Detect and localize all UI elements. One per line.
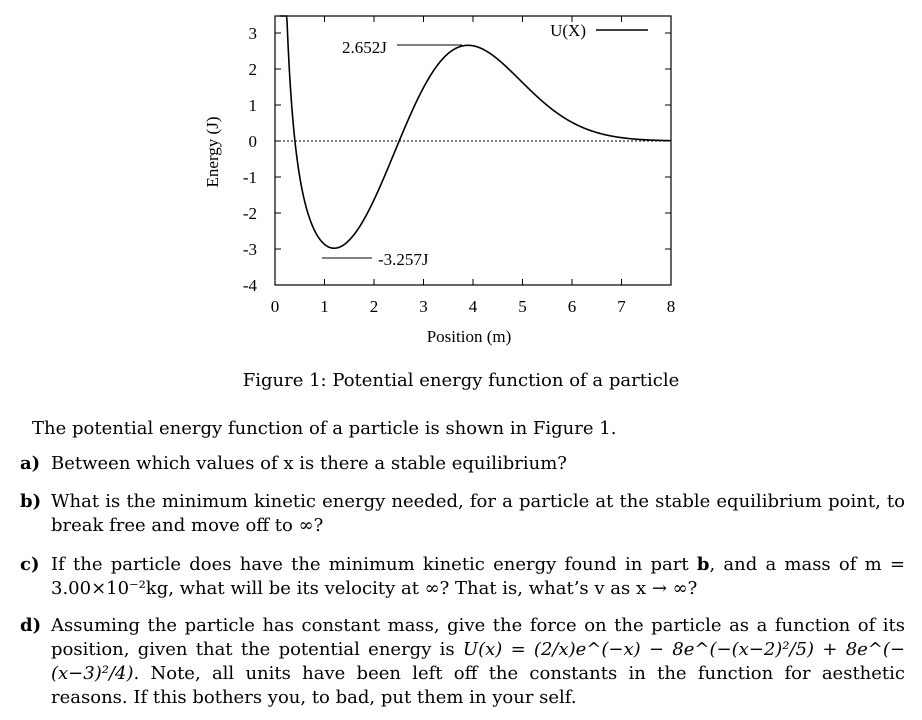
x-tick-label: 4 <box>468 297 478 316</box>
y-tick-label: -4 <box>242 276 257 295</box>
x-tick-label: 2 <box>369 297 379 316</box>
question-text-part: Assuming the particle has constant mass, give the force on the particle as a function of its position, given that the potential energy is <box>51 615 905 660</box>
y-tick-label: -1 <box>242 168 257 187</box>
y-tick-label: 0 <box>248 132 257 151</box>
x-tick-label: 7 <box>617 297 626 316</box>
question-text-bold: b <box>696 554 710 575</box>
question-text-part: . Note, all units have been left off the constants in the function for aesthetic reasons. If this bothers you, to bad, put them in your self. <box>51 663 905 708</box>
question-text-part: , and a mass of m = 3.00×10⁻²kg, what will be its velocity at ∞? That is, what’s v as x → ∞? <box>51 554 905 599</box>
x-axis-label: Position (m) <box>426 327 512 346</box>
legend <box>550 21 648 40</box>
plot-area <box>275 16 671 285</box>
annotations <box>322 38 462 269</box>
y-tick-label: -3 <box>242 240 257 259</box>
question-text <box>51 553 905 601</box>
question-text: What is the minimum kinetic energy needed, for a particle at the stable equilibrium point, to break free and move off to ∞? <box>51 491 905 536</box>
intro-text: The potential energy function of a particle is shown in Figure 1. <box>32 418 617 439</box>
question-c <box>20 553 905 601</box>
y-tick-label: 3 <box>248 24 257 43</box>
x-tick-label: 1 <box>320 297 329 316</box>
question-a <box>20 452 905 476</box>
question-d <box>20 614 905 710</box>
annotation-min: -3.257J <box>378 250 429 269</box>
question-label: c) <box>20 554 40 575</box>
y-axis-ticks <box>243 24 671 295</box>
x-tick-label: 6 <box>567 297 577 316</box>
y-tick-label: 2 <box>248 60 257 79</box>
question-label: d) <box>20 615 42 636</box>
question-text <box>51 614 905 710</box>
x-tick-label: 3 <box>419 297 428 316</box>
plot-frame <box>275 16 671 285</box>
question-text: Between which values of x is there a stable equilibrium? <box>51 453 567 474</box>
y-tick-label: -2 <box>242 204 257 223</box>
y-axis-label: Energy (J) <box>203 116 222 188</box>
x-tick-label: 5 <box>518 297 527 316</box>
question-label: b) <box>20 491 42 512</box>
x-tick-label: 0 <box>270 297 280 316</box>
y-tick-label: 1 <box>248 96 257 115</box>
annotation-max: 2.652J <box>342 38 387 57</box>
x-axis-ticks <box>271 16 676 316</box>
series-line-u-x <box>280 16 671 248</box>
figure-caption: Figure 1: Potential energy function of a particle <box>242 370 680 391</box>
potential-formula: U(x) = (2/x)e^(−x) − 8e^(−(x−2)²/5) + 8e^(−(x−3)²/4) <box>51 639 905 684</box>
question-b <box>20 490 905 538</box>
legend-label: U(X) <box>550 21 586 40</box>
question-text-part: If the particle does have the minimum kinetic energy found in part <box>51 554 697 575</box>
x-tick-label: 8 <box>666 297 676 316</box>
question-label: a) <box>20 453 41 474</box>
